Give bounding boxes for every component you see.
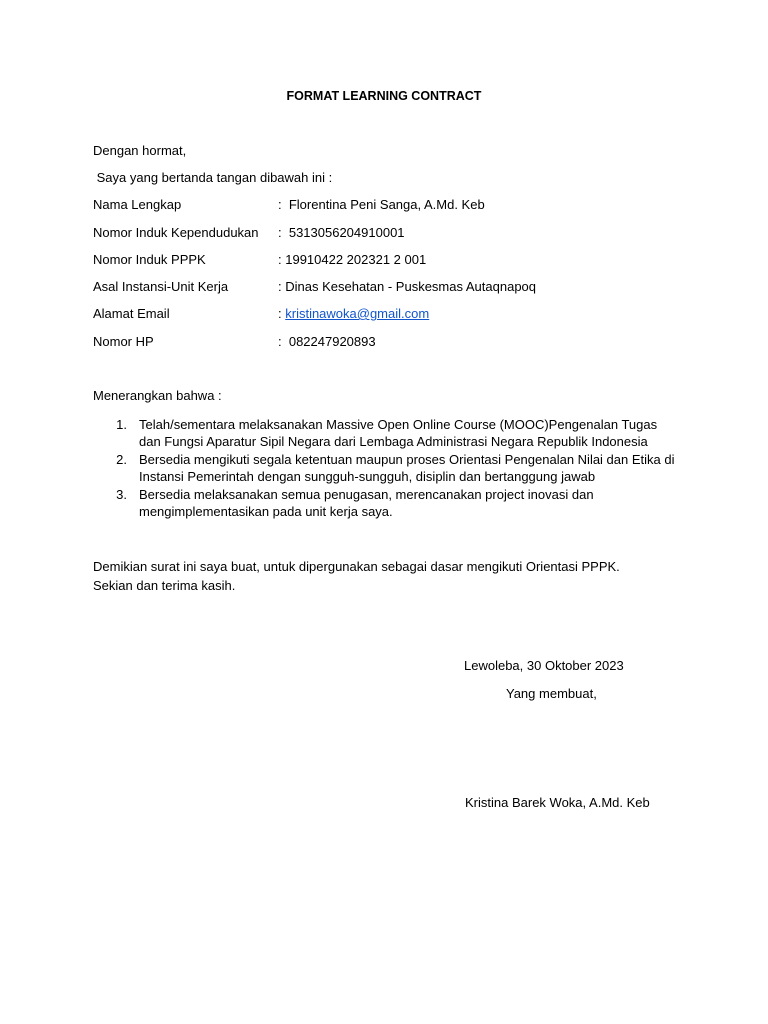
field-separator: : — [278, 197, 289, 212]
field-value-text: 082247920893 — [288, 334, 376, 349]
list-item: Telah/sementara melaksanakan Massive Open Online Course (MOOC)Pengenalan Tugas dan Fungsi Aparatur Sipil Negara dari Lembaga Administrasi Negara Republik Indonesia — [139, 417, 658, 449]
place-date: Lewoleba, 30 Oktober 2023 — [464, 658, 624, 673]
field-label-hp: Nomor HP — [93, 334, 154, 349]
field-separator: : — [278, 334, 289, 349]
signer-name: Kristina Barek Woka, A.Md. Keb — [465, 795, 650, 810]
statement-intro: Menerangkan bahwa : — [93, 388, 222, 403]
document-title: FORMAT LEARNING CONTRACT — [286, 89, 482, 103]
signoff: Yang membuat, — [506, 686, 597, 701]
field-value-text: Dinas Kesehatan - Puskesmas Autaqnapoq — [285, 279, 537, 294]
field-label-nama: Nama Lengkap — [93, 197, 182, 212]
closing-paragraph: Demikian surat ini saya buat, untuk dipergunakan sebagai dasar mengikuti Orientasi PPPK. Sekian dan terima kasih. — [93, 559, 620, 593]
field-value-pppk — [278, 252, 426, 268]
field-label-nik: Nomor Induk Kependudukan — [93, 225, 259, 240]
email-link[interactable]: kristinawoka@gmail.com — [285, 306, 430, 321]
field-value-text: Florentina Peni Sanga, A.Md. Keb — [288, 197, 485, 212]
intro-text: Saya yang bertanda tangan dibawah ini : — [93, 170, 333, 185]
list-number: 3. — [116, 487, 127, 502]
field-label-email: Alamat Email — [93, 306, 170, 321]
field-separator: : — [278, 252, 286, 267]
field-value-hp — [278, 334, 376, 350]
field-separator: : — [278, 306, 286, 321]
field-value-nama — [278, 197, 485, 213]
field-label-instansi: Asal Instansi-Unit Kerja — [93, 279, 229, 294]
field-value-text: 19910422 202321 2 001 — [285, 252, 427, 267]
list-item: Bersedia mengikuti segala ketentuan maupun proses Orientasi Pengenalan Nilai dan Etika di Instansi Pemerintah dengan sungguh-sungguh, disiplin dan bertanggung jawab — [139, 452, 675, 484]
field-separator: : — [278, 225, 289, 240]
list-number: 1. — [116, 417, 127, 432]
list-number: 2. — [116, 452, 127, 467]
list-item: Bersedia melaksanakan semua penugasan, merencanakan project inovasi dan mengimplementasikan pada unit kerja saya. — [139, 487, 594, 519]
field-value-instansi — [278, 279, 536, 295]
field-separator: : — [278, 279, 286, 294]
greeting: Dengan hormat, — [93, 143, 187, 158]
field-label-pppk: Nomor Induk PPPK — [93, 252, 206, 267]
field-value-nik — [278, 225, 405, 241]
field-value-email — [278, 306, 429, 322]
field-value-text: 5313056204910001 — [288, 225, 405, 240]
